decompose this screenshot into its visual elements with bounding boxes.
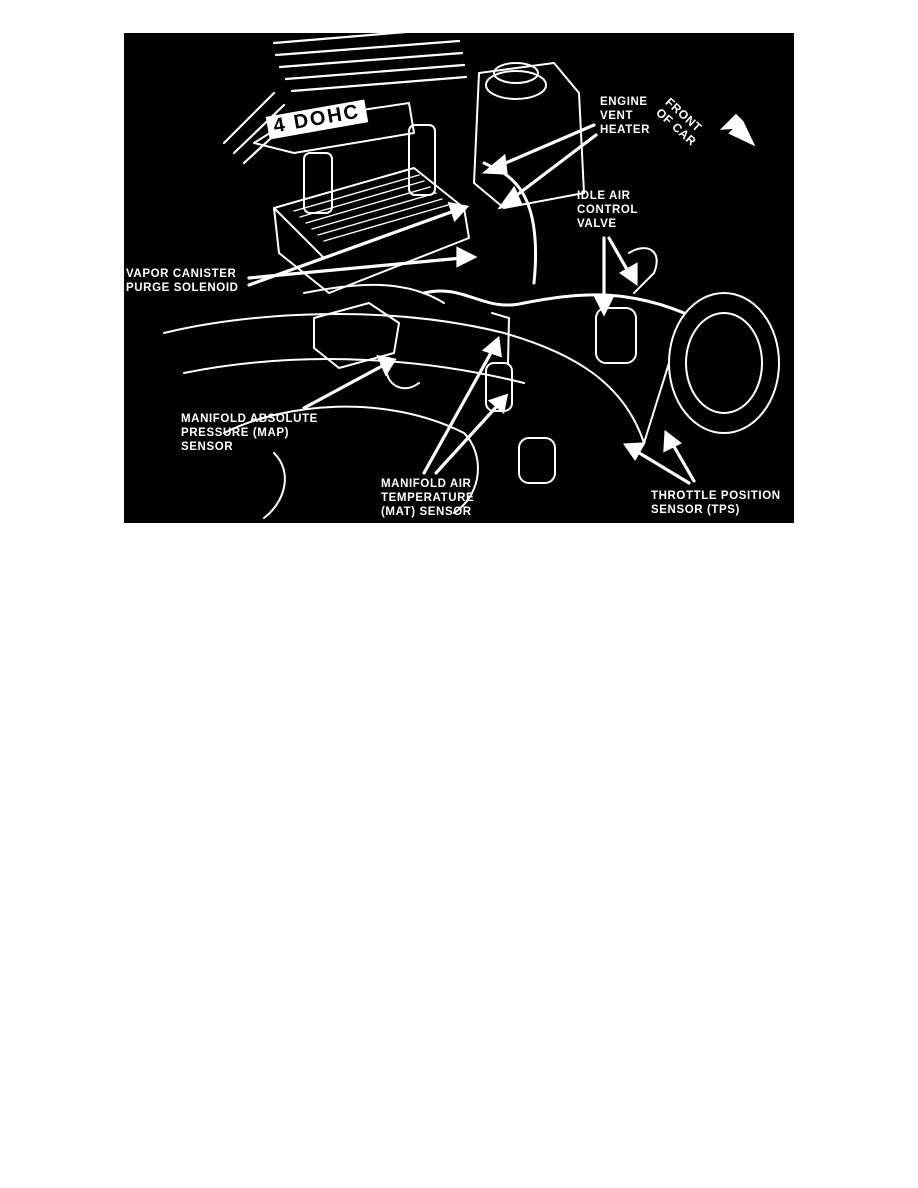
- callout-vapor-canister-purge-solenoid: VAPOR CANISTER PURGE SOLENOID: [126, 268, 239, 294]
- idle-air-control-arrows: [596, 238, 636, 313]
- callout-tps: THROTTLE POSITION SENSOR (TPS): [651, 490, 781, 516]
- tps-arrows: [626, 433, 694, 483]
- fitting: [519, 438, 555, 483]
- engine-badge-label: 4 DOHC: [266, 100, 368, 140]
- callout-map-sensor: MANIFOLD ABSOLUTE PRESSURE (MAP) SENSOR: [181, 413, 318, 453]
- iac-valve-body: [596, 308, 636, 363]
- callout-mat-sensor: MANIFOLD AIR TEMPERATURE (MAT) SENSOR: [381, 478, 475, 518]
- callout-idle-air-control-valve: IDLE AIR CONTROL VALVE: [577, 190, 639, 230]
- front-of-car-arrow: [724, 116, 752, 143]
- front-of-car-label: FRONT OF CAR: [653, 95, 705, 149]
- engine-component-locator-figure: [124, 33, 794, 523]
- mat-sensor-arrows: [424, 339, 506, 473]
- callout-engine-vent-heater: ENGINE VENT HEATER: [600, 96, 651, 136]
